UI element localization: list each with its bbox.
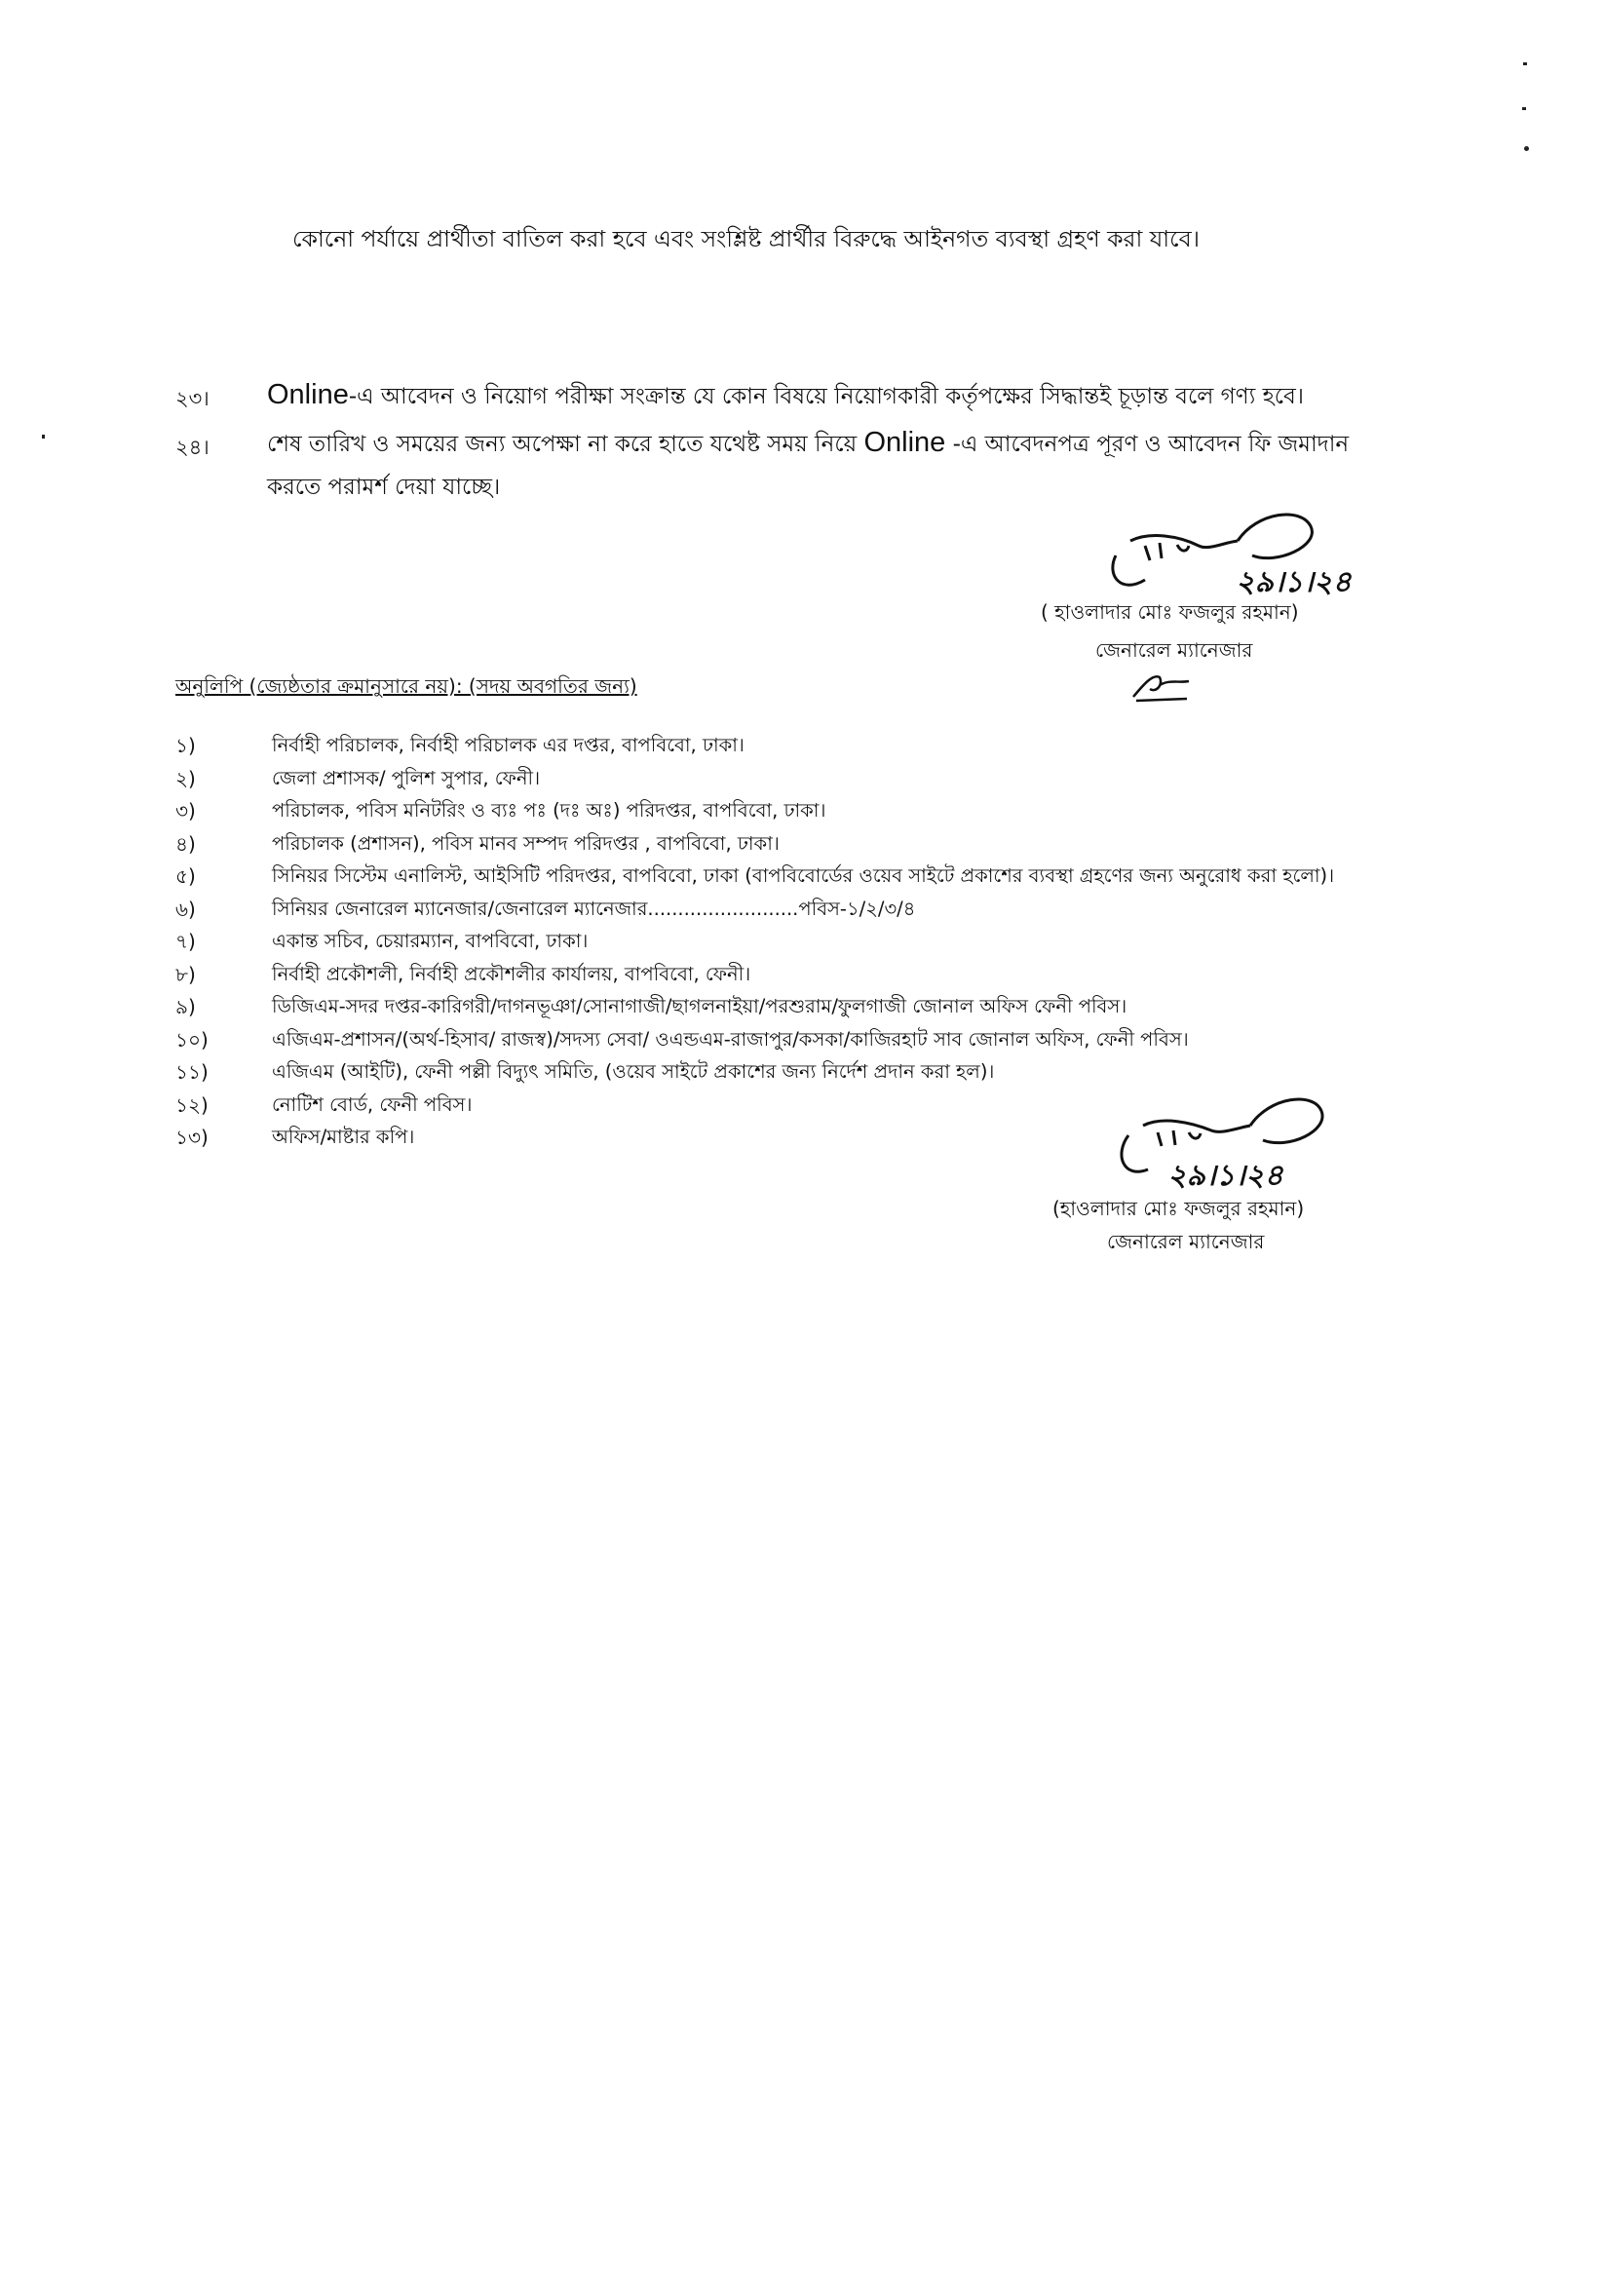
cc-item-number: ২)	[175, 767, 196, 790]
cc-item-number: ৯)	[175, 995, 196, 1018]
signature-2-name: (হাওলাদার মোঃ ফজলুর রহমান)	[1052, 1197, 1305, 1220]
cc-item-text: ডিজিএম-সদর দপ্তর-কারিগরী/দাগনভূঞা/সোনাগাজী/ছাগলনাইয়া/পরশুরাম/ফুলগাজী জোনাল অফিস ফেনী পবিস।	[272, 995, 1127, 1017]
scan-speck	[1524, 146, 1529, 151]
initials-mark	[1128, 666, 1197, 708]
signature-1-date: ২৯।১।২৪	[1236, 565, 1352, 599]
initials-scrawl	[1128, 666, 1197, 705]
cc-item-number: ৫)	[175, 864, 196, 888]
cc-item-number: ৩)	[175, 799, 196, 823]
cc-item-text: একান্ত সচিব, চেয়ারম্যান, বাপবিবো, ঢাকা।	[272, 930, 589, 952]
cc-item-text: এজিএম (আইটি), ফেনী পল্লী বিদ্যুৎ সমিতি, (ওয়েব সাইটে প্রকাশের জন্য নির্দেশ প্রদান করা হল)।	[272, 1060, 995, 1083]
cc-item-text: জেলা প্রশাসক/ পুলিশ সুপার, ফেনী।	[272, 767, 541, 789]
signature-2-designation: জেনারেল ম্যানেজার	[1107, 1230, 1265, 1253]
cc-item-number: ৭)	[175, 930, 196, 953]
online-term: Online	[863, 427, 946, 458]
clause-23-body: -এ আবেদন ও নিয়োগ পরীক্ষা সংক্রান্ত যে কোন বিষয়ে নিয়োগকারী কর্তৃপক্ষের সিদ্ধান্তই চূড়ান্ত বলে গণ্য হবে।	[348, 384, 1304, 409]
scan-speck	[1522, 107, 1526, 110]
intro-line: কোনো পর্যায়ে প্রার্থীতা বাতিল করা হবে এবং সংশ্লিষ্ট প্রার্থীর বিরুদ্ধে আইনগত ব্যবস্থা গ্রহণ করা যাবে।	[292, 225, 1201, 252]
signature-2-date: ২৯।১।২৪	[1167, 1159, 1283, 1193]
cc-item-number: ৪)	[175, 832, 196, 856]
cc-item-text: নির্বাহী প্রকৌশলী, নির্বাহী প্রকৌশলীর কার্যালয়, বাপবিবো, ফেনী।	[272, 963, 751, 985]
clause-24-text	[267, 423, 1349, 464]
signature-1-designation: জেনারেল ম্যানেজার	[1095, 638, 1253, 662]
cc-item-text: পরিচালক, পবিস মনিটরিং ও ব্যঃ পঃ (দঃ অঃ) পরিদপ্তর, বাপবিবো, ঢাকা।	[272, 799, 826, 822]
cc-item-text: সিনিয়র জেনারেল ম্যানেজার/জেনারেল ম্যানেজার.........................পবিস-১/২/৩/৪	[272, 898, 916, 920]
clause-24-body-a: শেষ তারিখ ও সময়ের জন্য অপেক্ষা না করে হাতে যথেষ্ট সময় নিয়ে	[267, 432, 864, 457]
scan-speck	[1523, 62, 1527, 65]
cc-item-number: ৬)	[175, 898, 196, 921]
cc-item-text: নির্বাহী পরিচালক, নির্বাহী পরিচালক এর দপ্তর, বাপবিবো, ঢাকা।	[272, 734, 745, 756]
cc-item-text: সিনিয়র সিস্টেম এনালিস্ট, আইসিটি পরিদপ্তর, বাপবিবো, ঢাকা (বাপবিবোর্ডের ওয়েব সাইটে প্রকাশের ব্যবস্থা গ্রহণের জন্য অনুরোধ করা হলো)।	[272, 864, 1335, 887]
scan-speck	[42, 435, 45, 439]
cc-item-text: এজিএম-প্রশাসন/(অর্থ-হিসাব/ রাজস্ব)/সদস্য সেবা/ ওএন্ডএম-রাজাপুর/কসকা/কাজিরহাট সাব জোনাল অফিস, ফেনী পবিস।	[272, 1028, 1189, 1051]
clause-24-line-2: করতে পরামর্শ দেয়া যাচ্ছে।	[267, 475, 501, 500]
cc-item-number: ১২)	[175, 1093, 209, 1117]
cc-item-text: পরিচালক (প্রশাসন), পবিস মানব সম্পদ পরিদপ্তর , বাপবিবো, ঢাকা।	[272, 832, 780, 855]
cc-item-text: অফিস/মাষ্টার কপি।	[272, 1126, 415, 1148]
clause-23-text	[267, 375, 1304, 416]
clause-24-number: ২৪।	[175, 436, 210, 459]
signature-1-name: ( হাওলাদার মোঃ ফজলুর রহমান)	[1041, 600, 1299, 624]
cc-item-number: ৮)	[175, 963, 196, 986]
cc-item-number: ১০)	[175, 1028, 209, 1052]
cc-item-number: ১)	[175, 734, 196, 757]
clause-23-number: ২৩।	[175, 387, 210, 410]
online-term: Online	[267, 379, 349, 410]
signature-2	[1099, 1091, 1353, 1203]
signature-1	[1091, 502, 1352, 613]
cc-heading: অনুলিপি (জ্যেষ্ঠতার ক্রমানুসারে নয়): (সদয় অবগতির জন্য)	[175, 674, 637, 698]
cc-item-number: ১১)	[175, 1060, 209, 1084]
cc-item-text: নোটিশ বোর্ড, ফেনী পবিস।	[272, 1093, 473, 1116]
cc-item-number: ১৩)	[175, 1126, 209, 1149]
clause-24-body-b: -এ আবেদনপত্র পূরণ ও আবেদন ফি জমাদান	[945, 432, 1350, 457]
